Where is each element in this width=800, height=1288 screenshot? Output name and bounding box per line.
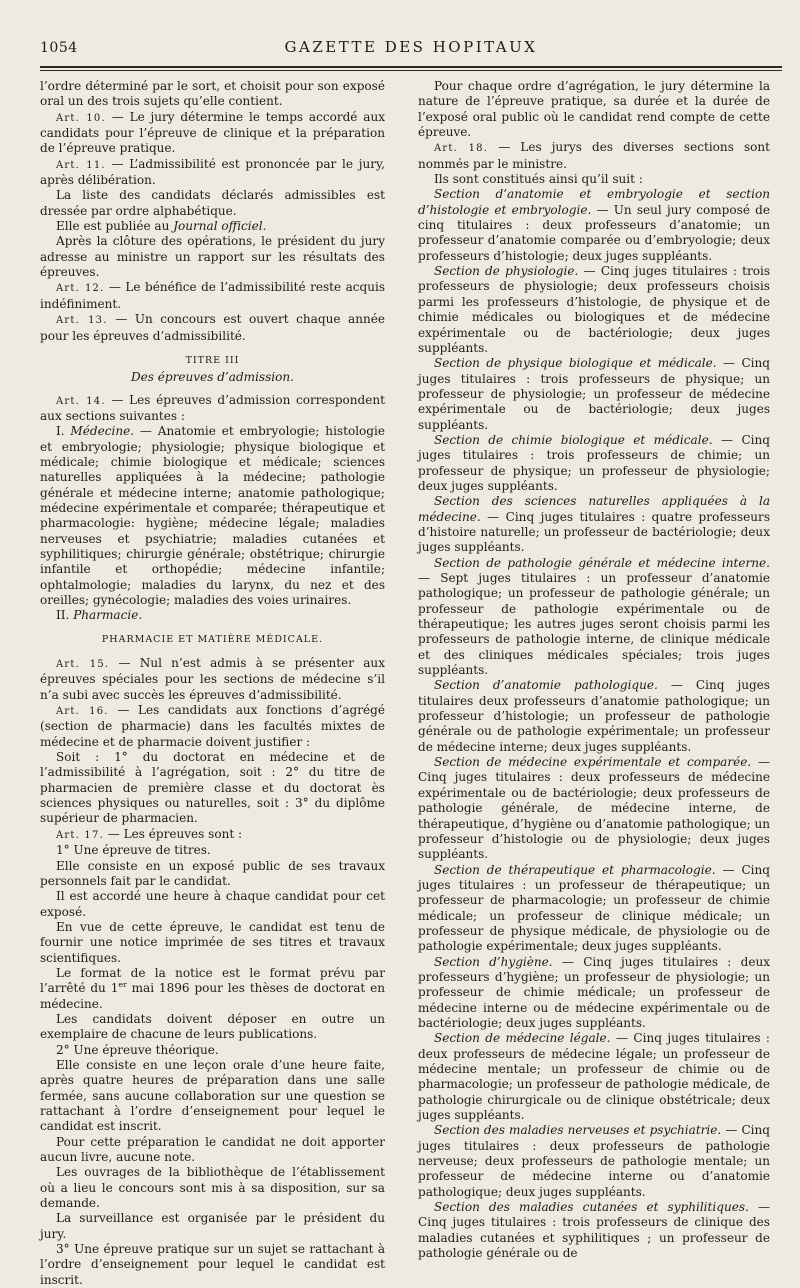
paragraph (40, 966, 385, 1012)
article-text: — Les épreuves sont : (103, 826, 243, 841)
section-title: Section de chimie biologique et médicale. (434, 432, 713, 447)
section-title: Section de pathologie générale et médecine interne. (434, 555, 770, 570)
section-text: — Anatomie et embryologie; histologie et embryologie; physiologie; physique biologique et médicale; chimie biologique et médicale; sciences naturelles appliquées à la médecine; pathologie générale et médecine interne; anatomie pathologique; médecine expérimentale et comparée; thérapeutique et pharmacologie: hygiène; médecine légale; maladies nerveuses et psychiatrie; maladies cutanées et syphilitiques; chirurgie générale; obstétrique; chirurgie infantile et orthopédie; médecine infantile; ophtalmologie; maladies du larynx, du nez et des oreilles; gynécologie; maladies des voies urinaires. (40, 424, 385, 607)
superscript: er (118, 980, 127, 990)
paragraph: Soit : 1° du doctorat en médecine et de l’admissibilité à l’agrégation, soit : 2° du titre de pharmacien de première classe et du doctorat ès sciences physiques ou naturelles, soit : 3° du diplôme supérieur de pharmacien. (40, 750, 385, 826)
section-text: — Cinq juges titulaires deux professeurs d’anatomie pathologique; un professeur d’histologie; un professeur de pathologie générale ou de pathologie expérimentale; un professeur de médecine interne; deux juges suppléants. (418, 678, 770, 754)
section-text: — Sept juges titulaires : un professeur d’anatomie pathologique; un professeur de pathologie générale; un professeur de pathologie expérimentale ou de thérapeutique; les autres juges seront choisis parmi les professeurs de pathologie interne, de clinique médicale et des cliniques médicales spéciales; trois juges suppléants. (418, 571, 770, 678)
jury-section (418, 1200, 770, 1261)
roman-numeral: I. (56, 424, 71, 439)
jury-section (418, 955, 770, 1032)
article-12 (40, 280, 385, 312)
section-pharmacie (40, 608, 385, 623)
article-text: — Un concours est ouvert chaque année pour les épreuves d’admissibilité. (40, 312, 385, 343)
paragraph: 2° Une épreuve théorique. (56, 1042, 219, 1057)
paragraph: l’ordre déterminé par le sort, et choisit pour son exposé oral un des trois sujets qu’elle contient. (40, 79, 385, 109)
article-15 (40, 656, 385, 703)
section-text: — Cinq juges titulaires : un professeur de thérapeutique; un professeur de pharmacologie; un professeur de chimie médicale; un professeur de clinique médicale; un professeur de physique médicale, de physiologie ou de pathologie expérimentale; deux juges suppléants. (418, 862, 770, 954)
article-text: — Les épreuves d’admission correspondent aux sections suivantes : (40, 392, 385, 423)
article-11 (40, 157, 385, 189)
paragraph: Après la clôture des opérations, le président du jury adresse au ministre un rapport sur les résultats des épreuves. (40, 234, 385, 280)
running-title: GAZETTE DES HOPITAUX (284, 38, 538, 56)
paragraph: Elle consiste en un exposé public de ses travaux personnels fait par le candidat. (40, 858, 385, 888)
article-text: — L’admissibilité est prononcée par le jury, après délibération. (40, 156, 385, 188)
article-13 (40, 312, 385, 344)
jury-section (418, 264, 770, 356)
title-subheading: Des épreuves d’admission. (130, 370, 294, 385)
section-text: — Cinq juges titulaires : quatre professeurs d’histoire naturelle; un professeur de bactériologie; deux juges suppléants. (418, 509, 770, 555)
paragraph: Elle consiste en une leçon orale d’une heure faite, après quatre heures de préparation dans une salle fermée, sans aucune collaboration sur une question se rattachant à l’ordre d’enseignement pour lequel le candidat est inscrit. (40, 1057, 385, 1134)
page-number: 1054 (40, 40, 78, 56)
article-18 (418, 140, 770, 172)
jury-section (418, 678, 770, 755)
paragraph: Pour cette préparation le candidat ne doit apporter aucun livre, aucune note. (40, 1134, 385, 1165)
section-text: — Cinq juges titulaires : deux professeurs de médecine légale; un professeur de médecine mentale; un professeur de chimie ou de pharmacologie; un professeur de pathologie médicale, de pathologie chirurgicale ou de clinique obstétricale; deux juges suppléants. (418, 1031, 770, 1123)
article-label: Art. 16. (56, 706, 109, 718)
article-16 (40, 703, 385, 750)
title-heading: TITRE III (185, 354, 240, 366)
section-text: — Cinq juges titulaires : deux professeurs de pathologie nerveuse; deux professeurs de pathologie mentale; un professeur de médecine interne ou d’anatomie pathologique; deux juges suppléants. (418, 1123, 771, 1199)
section-text: — Cinq juges titulaires : deux professeurs de médecine expérimentale ou de bactériologie; deux professeurs de pathologie générale, de médecine interne, de thérapeutique, d’hygiène ou d’anatomie pathologique; un professeur d’histologie ou de physiologie; deux juges suppléants. (418, 755, 770, 862)
jury-section (418, 356, 770, 433)
jury-section (418, 556, 770, 679)
section-heading: PHARMACIE ET MATIÈRE MÉDICALE. (101, 633, 324, 645)
section-title: Section de physiologie. (434, 264, 579, 279)
article-text: — Le jury détermine le temps accordé aux candidats pour l’épreuve de clinique et la préparation de l’épreuve pratique. (40, 109, 386, 156)
jury-section (418, 433, 770, 494)
section-title: Section de médecine expérimentale et comparée. (434, 755, 752, 770)
paragraph: Les candidats doivent déposer en outre un exemplaire de chacune de leurs publications. (40, 1011, 385, 1042)
article-label: Art. 11. (56, 159, 106, 171)
left-column (40, 79, 385, 1288)
section-text: — Cinq juges titulaires : trois professeurs de chimie; un professeur de physique; un professeur de physiologie; deux juges suppléants. (418, 432, 770, 493)
text: Elle est publiée au (56, 219, 174, 234)
article-14 (40, 393, 385, 425)
jury-section (418, 494, 770, 555)
section-text: — Cinq juges titulaires : trois professeurs de physique; un professeur de physiologie; un professeur de médecine expérimentale ou de bactériologie; deux juges suppléants. (418, 356, 770, 432)
section-label: Pharmacie. (73, 608, 143, 623)
article-label: Art. 17. (56, 829, 104, 841)
journal-name: Journal officiel. (173, 219, 267, 234)
right-column (418, 79, 770, 1261)
article-text: — Le bénéfice de l’admissibilité reste acquis indéfiniment. (40, 280, 386, 311)
roman-numeral: II. (56, 608, 74, 623)
article-17 (40, 827, 385, 843)
article-text: — Les jurys des diverses sections sont nommés par le ministre. (418, 140, 770, 171)
article-label: Art. 18. (434, 143, 489, 155)
page-header (40, 36, 782, 60)
section-title: Section des sciences naturelles appliquées à la médecine. (418, 494, 770, 524)
paragraph: Pour chaque ordre d’agrégation, le jury détermine la nature de l’épreuve pratique, sa durée et la durée de l’exposé oral public où le candidat rend compte de cette épreuve. (418, 79, 770, 140)
header-rule-thin (40, 70, 782, 71)
article-text: — Les candidats aux fonctions d’agrégé (section de pharmacie) dans les facultés mixtes de médecine et de pharmacie doivent justifier : (40, 703, 385, 749)
section-title: Section d’anatomie et embryologie et section d’histologie et embryologie. (418, 187, 770, 217)
jury-section (418, 187, 770, 264)
article-label: Art. 15. (56, 659, 110, 671)
paragraph: La surveillance est organisée par le président du jury. (40, 1211, 385, 1241)
article-10 (40, 110, 385, 157)
section-text: — Cinq juges titulaires : trois professeurs de physiologie; deux professeurs choisis parmi les professeurs d’histologie, de physique et de chimie médicales ou biologiques et de médecine expérimentale ou de bactériologie; deux juges suppléants. (418, 264, 770, 355)
section-title: Section des maladies nerveuses et psychiatrie. (434, 1123, 722, 1138)
section-title: Section d’anatomie pathologique. (434, 678, 658, 693)
jury-section (418, 1123, 770, 1200)
text: Le format de la notice est le format prévu par l’arrêté du 1 (40, 965, 385, 996)
jury-section (418, 755, 770, 862)
section-medecine (40, 424, 385, 608)
jury-section (418, 1031, 770, 1123)
section-title: Section de physique biologique et médicale. (434, 356, 717, 371)
article-label: Art. 10. (56, 112, 106, 124)
section-title: Section de médecine légale. (434, 1031, 611, 1046)
text: mai 1896 pour les thèses de doctorat en médecine. (40, 981, 385, 1011)
article-label: Art. 12. (56, 283, 105, 295)
paragraph (40, 219, 385, 234)
article-text: — Nul n’est admis à se présenter aux épreuves spéciales pour les sections de médecine s’il n’a subi avec succès les épreuves d’admissibilité. (40, 656, 385, 702)
section-text: — Cinq juges titulaires : trois professeurs de clinique des maladies cutanées et syphilitiques ; un professeur de pathologie générale ou de (418, 1200, 770, 1261)
section-title: Section d’hygiène. (434, 954, 553, 969)
section-title: Section de thérapeutique et pharmacologie. (434, 862, 716, 877)
jury-section (418, 863, 770, 955)
article-label: Art. 13. (56, 315, 108, 327)
section-text: — Un seul jury composé de cinq titulaires : deux professeurs d’anatomie; un professeur d’anatomie comparée ou d’embryologie; deux professeurs d’histologie; deux juges suppléants. (418, 202, 770, 263)
paragraph: 3° Une épreuve pratique sur un sujet se rattachant à l’ordre d’enseignement pour lequel le candidat est inscrit. (40, 1242, 385, 1287)
paragraph: En vue de cette épreuve, le candidat est tenu de fournir une notice imprimée de ses titres et travaux scientifiques. (40, 919, 385, 965)
paragraph: 1° Une épreuve de titres. (56, 843, 211, 858)
article-label: Art. 14. (56, 395, 106, 407)
section-title: Section des maladies cutanées et syphilitiques. (434, 1200, 749, 1215)
paragraph: Les ouvrages de la bibliothèque de l’établissement où a lieu le concours sont mis à sa disposition, sur sa demande. (40, 1165, 385, 1211)
paragraph: Il est accordé une heure à chaque candidat pour cet exposé. (40, 889, 385, 919)
section-text: — Cinq juges titulaires : deux professeurs d’hygiène; un professeur de physiologie; un professeur de chimie médicale; un professeur de médecine interne ou de médecine expérimentale ou de bactériologie; deux juges suppléants. (418, 954, 770, 1030)
paragraph: La liste des candidats déclarés admissibles est dressée par ordre alphabétique. (40, 188, 385, 218)
header-rule-thick (40, 66, 782, 68)
section-label: Médecine. (70, 424, 135, 439)
paragraph: Ils sont constitués ainsi qu’il suit : (434, 172, 643, 187)
